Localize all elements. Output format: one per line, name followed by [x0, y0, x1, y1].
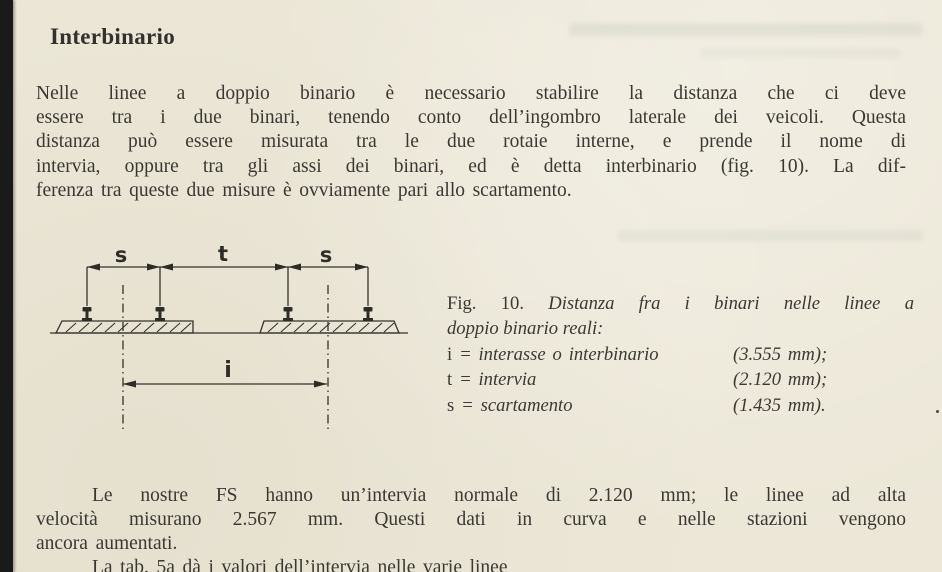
label-interbinario: i [224, 358, 232, 383]
diagram-lines [50, 267, 408, 432]
caption-title-text: Distanza fra i binari nelle linee a [548, 293, 915, 314]
right-sleeper-hatching [268, 323, 394, 332]
paragraph-line: ancora aumentati. [36, 533, 178, 555]
rail-profile [82, 307, 92, 321]
legend-symbol: t [447, 369, 453, 391]
paragraph-line: velocità misurano 2.567 mm. Questi dati in curva e nelle stazioni vengono [36, 509, 906, 531]
equals-sign: = [461, 394, 474, 416]
legend-definition: intervia [478, 369, 537, 391]
track-spacing-diagram [40, 236, 432, 440]
legend-value: (2.120 mm); [733, 369, 828, 391]
paragraph-line: intervia, oppure tra gli assi dei binari, ed è detta interbinario (fig. 10). La dif- [36, 155, 906, 177]
page-binding-edge [0, 0, 13, 572]
rail-profile [155, 307, 165, 321]
legend-value: (1.435 mm). [733, 394, 826, 416]
paragraph-line: essere tra i due binari, tenendo conto dell’ingombro laterale dei veicoli. Questa [36, 107, 906, 129]
label-gauge-right: s [319, 243, 333, 267]
caption-title-line2: doppio binario reali: [447, 318, 604, 340]
rail-profile [363, 307, 373, 321]
clipped-paragraph-line: La tab. 5a dà i valori dell’intervia nelle varie linee [92, 557, 508, 572]
label-gauge-left: s [114, 243, 128, 267]
figure-number: Fig. 10. [447, 293, 524, 314]
reverse-side-bleedthrough [700, 48, 900, 58]
paragraph-line: ferenza tra queste due misure è ovviamente pari allo scartamento. [36, 179, 572, 201]
caption-title-line1 [447, 291, 914, 316]
legend-value: (3.555 mm); [733, 343, 828, 365]
paragraph-line: Nelle linee a doppio binario è necessario stabilire la distanza che ci deve [36, 83, 906, 104]
paragraph-line: distanza può essere misurata tra le due rotaie interne, e prende il nome di [36, 131, 906, 153]
left-sleeper-hatching [66, 323, 191, 332]
label-intervia: t [217, 242, 229, 266]
reverse-side-bleedthrough [570, 23, 922, 36]
rail-profile [283, 307, 293, 321]
legend-row [447, 367, 914, 392]
legend-definition: scartamento [480, 394, 573, 416]
equals-sign: = [459, 343, 472, 365]
equals-sign: = [459, 369, 472, 391]
scan-speck [936, 410, 939, 413]
left-sleeper [56, 321, 193, 333]
legend-definition: interasse o interbinario [478, 343, 659, 365]
legend-row [447, 342, 914, 367]
legend-symbol: i [447, 343, 453, 365]
reverse-side-bleedthrough [618, 230, 923, 241]
legend-symbol: s [447, 394, 455, 416]
dimension-labels [115, 242, 333, 383]
section-heading: Interbinario [50, 24, 175, 49]
intro-paragraph [36, 82, 906, 203]
legend-row [447, 393, 914, 418]
paragraph-line: Le nostre FS hanno un’intervia normale di 2.120 mm; le linee ad alta [92, 485, 906, 506]
figure-caption [447, 291, 914, 418]
